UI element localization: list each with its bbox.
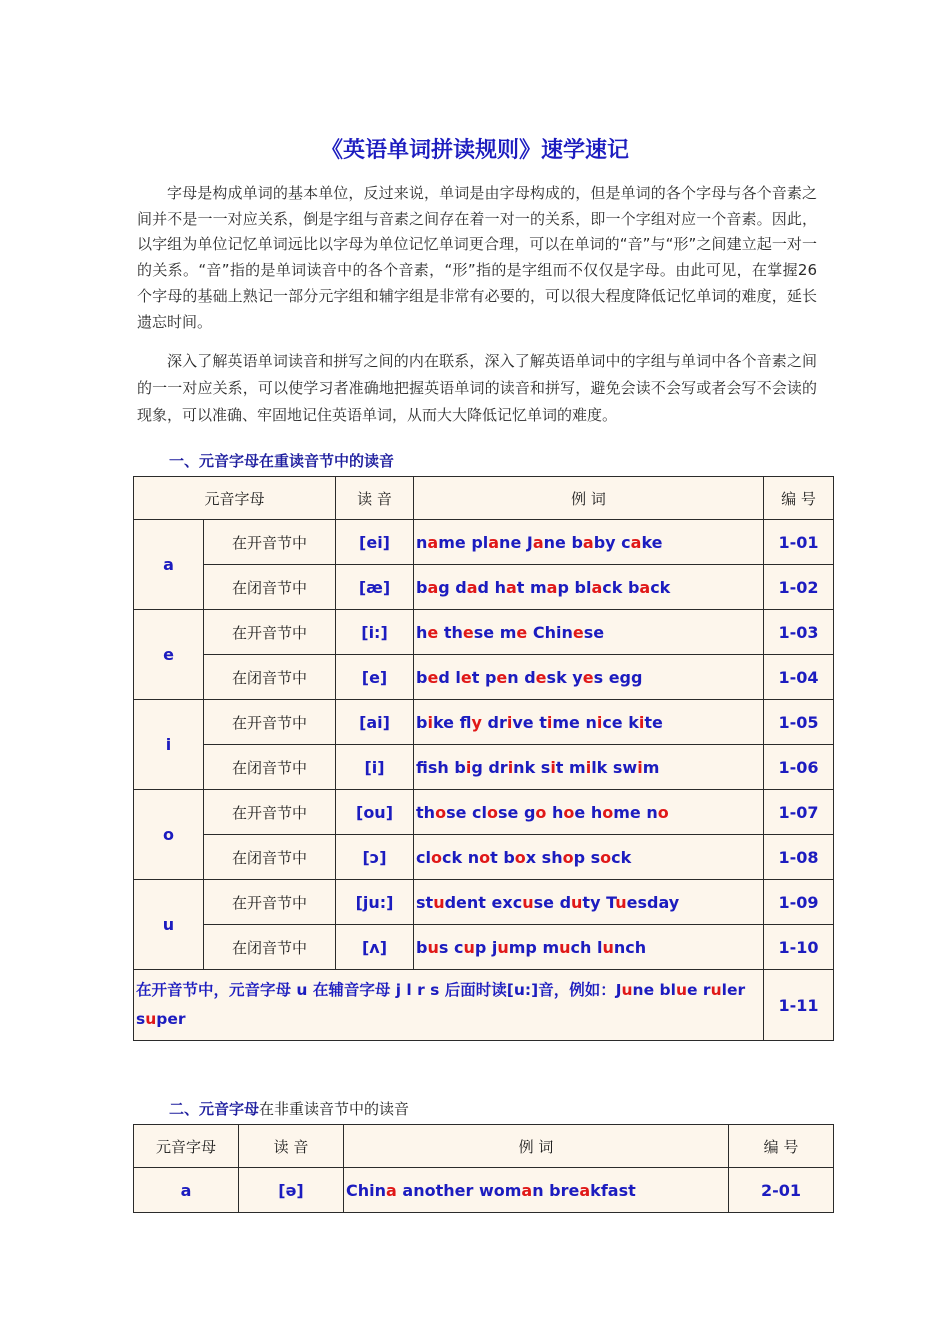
- code-cell: 1-09: [764, 880, 834, 925]
- stressed-vowel-table: [133, 476, 834, 1041]
- highlighted-letter: i: [585, 757, 592, 777]
- sound-cell: [i:]: [336, 610, 414, 655]
- highlighted-letter: i: [638, 712, 645, 732]
- code-cell: 1-02: [764, 565, 834, 610]
- highlighted-letter: o: [435, 802, 447, 822]
- sound-cell: [e]: [336, 655, 414, 700]
- highlighted-letter: o: [479, 847, 491, 867]
- table-row: [134, 700, 834, 745]
- table-row: [134, 610, 834, 655]
- example-words-cell: student excuse duty Tuesday: [414, 880, 764, 925]
- note-row: [134, 970, 834, 1041]
- note-examples: June blue ruler super: [136, 981, 746, 1028]
- code-cell: 1-03: [764, 610, 834, 655]
- highlighted-letter: e: [460, 667, 472, 687]
- table-row: [134, 790, 834, 835]
- code-cell: 1-05: [764, 700, 834, 745]
- example-words-cell: he these me Chinese: [414, 610, 764, 655]
- highlighted-letter: e: [535, 667, 547, 687]
- highlighted-letter: i: [465, 757, 472, 777]
- highlighted-letter: a: [630, 532, 642, 552]
- section-2-heading-rest: 在非重读音节中的读音: [259, 1100, 410, 1118]
- table-row: [134, 520, 834, 565]
- highlighted-letter: a: [427, 532, 439, 552]
- highlighted-letter: a: [466, 577, 478, 597]
- highlighted-letter: u: [145, 1010, 157, 1028]
- highlighted-letter: a: [427, 577, 439, 597]
- highlighted-letter: i: [546, 712, 553, 732]
- syllable-type-cell: 在闭音节中: [204, 655, 336, 700]
- table-row: [134, 655, 834, 700]
- example-words-cell: bag dad hat map black back: [414, 565, 764, 610]
- table-row: [134, 925, 834, 970]
- highlighted-letter: o: [430, 847, 442, 867]
- table-row: [134, 565, 834, 610]
- example-words-cell: fsh big drink sit milk swim: [414, 745, 764, 790]
- code-cell: 2-01: [729, 1168, 834, 1213]
- highlighted-letter: o: [562, 847, 574, 867]
- highlighted-letter: u: [571, 892, 583, 912]
- highlighted-letter: e: [582, 667, 594, 687]
- example-words-cell: clock not box shop sock: [414, 835, 764, 880]
- table-row: [134, 835, 834, 880]
- highlighted-letter: o: [563, 802, 575, 822]
- code-cell: 1-07: [764, 790, 834, 835]
- section-1-heading: 一、元音字母在重读音节中的读音: [169, 452, 395, 470]
- example-words-cell: China another woman breakfast: [344, 1168, 729, 1213]
- vowel-letter-cell: a: [134, 520, 204, 610]
- highlighted-letter: u: [615, 892, 627, 912]
- header-vowel: 元音字母: [134, 1125, 239, 1168]
- highlighted-letter: a: [582, 532, 594, 552]
- header-examples: 例 词: [414, 477, 764, 520]
- code-cell: 1-11: [764, 970, 834, 1041]
- example-words-cell: name plane Jane baby cake: [414, 520, 764, 565]
- highlighted-letter: a: [521, 1180, 533, 1200]
- highlighted-letter: u: [602, 937, 614, 957]
- highlighted-letter: a: [532, 532, 544, 552]
- vowel-letter-cell: a: [134, 1168, 239, 1213]
- syllable-type-cell: 在闭音节中: [204, 835, 336, 880]
- highlighted-letter: i: [550, 757, 556, 777]
- highlighted-letter: u: [522, 892, 534, 912]
- header-sound: 读 音: [336, 477, 414, 520]
- syllable-type-cell: 在闭音节中: [204, 565, 336, 610]
- sound-cell: [ai]: [336, 700, 414, 745]
- syllable-type-cell: 在闭音节中: [204, 745, 336, 790]
- table-header-row: [134, 1125, 834, 1168]
- highlighted-letter: u: [621, 981, 633, 999]
- highlighted-letter: e: [516, 622, 528, 642]
- sound-cell: [ə]: [239, 1168, 344, 1213]
- example-words-cell: bike fy drive time nice kite: [414, 700, 764, 745]
- sound-cell: [ju:]: [336, 880, 414, 925]
- unstressed-vowel-table: [133, 1124, 834, 1213]
- syllable-type-cell: 在开音节中: [204, 610, 336, 655]
- highlighted-letter: o: [600, 847, 612, 867]
- highlighted-letter: u: [675, 981, 687, 999]
- page-title: 《英语单词拼读规则》速学速记: [320, 138, 629, 163]
- example-words-cell: those close go hoe home no: [414, 790, 764, 835]
- header-vowel: 元音字母: [134, 477, 336, 520]
- vowel-letter-cell: i: [134, 700, 204, 790]
- table-row: [134, 745, 834, 790]
- vowel-letter-cell: e: [134, 610, 204, 700]
- highlighted-letter: a: [579, 1180, 591, 1200]
- highlighted-letter: i: [507, 757, 514, 777]
- highlighted-letter: a: [639, 577, 651, 597]
- sound-cell: [ei]: [336, 520, 414, 565]
- note-cell: [134, 970, 764, 1041]
- example-words-cell: bus cup jump much lunch: [414, 925, 764, 970]
- table-header-row: [134, 477, 834, 520]
- table-row: [134, 880, 834, 925]
- code-cell: 1-06: [764, 745, 834, 790]
- sound-cell: [i]: [336, 745, 414, 790]
- highlighted-letter: a: [488, 532, 500, 552]
- code-cell: 1-10: [764, 925, 834, 970]
- code-cell: 1-04: [764, 655, 834, 700]
- highlighted-letter: u: [559, 937, 571, 957]
- sound-cell: [ou]: [336, 790, 414, 835]
- highlighted-letter: e: [496, 667, 508, 687]
- highlighted-letter: u: [433, 892, 445, 912]
- highlighted-letter: o: [602, 802, 614, 822]
- highlighted-letter: u: [427, 937, 439, 957]
- highlighted-letter: i: [506, 712, 513, 732]
- vowel-letter-cell: u: [134, 880, 204, 970]
- highlighted-letter: a: [591, 577, 603, 597]
- highlighted-letter: a: [546, 577, 558, 597]
- highlighted-letter: e: [572, 622, 584, 642]
- highlighted-letter: u: [710, 981, 722, 999]
- sound-cell: [ɔ]: [336, 835, 414, 880]
- sound-cell: [ʌ]: [336, 925, 414, 970]
- header-examples: 例 词: [344, 1125, 729, 1168]
- header-sound: 读 音: [239, 1125, 344, 1168]
- table-row: [134, 1168, 834, 1213]
- header-code: 编 号: [764, 477, 834, 520]
- highlighted-letter: u: [463, 937, 475, 957]
- header-code: 编 号: [729, 1125, 834, 1168]
- highlighted-letter: a: [386, 1180, 397, 1200]
- highlighted-letter: o: [487, 802, 498, 822]
- syllable-type-cell: 在开音节中: [204, 790, 336, 835]
- syllable-type-cell: 在闭音节中: [204, 925, 336, 970]
- highlighted-letter: i: [596, 712, 603, 732]
- highlighted-letter: e: [427, 622, 439, 642]
- highlighted-letter: i: [637, 757, 643, 777]
- syllable-type-cell: 在开音节中: [204, 700, 336, 745]
- note-lead: 在开音节中，元音字母 u 在辅音字母 j l r s 后面时读[u:]音，例如：: [136, 981, 616, 999]
- sound-cell: [æ]: [336, 565, 414, 610]
- example-words-cell: bed let pen desk yes egg: [414, 655, 764, 700]
- highlighted-letter: o: [535, 802, 547, 822]
- section-2-heading: [169, 1098, 409, 1119]
- highlighted-letter: a: [505, 577, 517, 597]
- syllable-type-cell: 在开音节中: [204, 520, 336, 565]
- highlighted-letter: e: [462, 622, 474, 642]
- code-cell: 1-08: [764, 835, 834, 880]
- code-cell: 1-01: [764, 520, 834, 565]
- highlighted-letter: o: [657, 802, 669, 822]
- highlighted-letter: y: [471, 712, 482, 732]
- vowel-letter-cell: o: [134, 790, 204, 880]
- highlighted-letter: u: [497, 937, 509, 957]
- highlighted-letter: o: [514, 847, 526, 867]
- intro-paragraph-2: 深入了解英语单词读音和拼写之间的内在联系，深入了解英语单词中的字组与单词中各个音素之间的一一对应关系，可以使学习者准确地把握英语单词的读音和拼写，避免会读不会写或者会写不会读的现象，可以准确、牢固地记住英语单词，从而大大降低记忆单词的难度。: [137, 352, 817, 424]
- section-2-heading-bold: 二、元音字母: [169, 1100, 260, 1118]
- highlighted-letter: i: [427, 712, 433, 732]
- syllable-type-cell: 在开音节中: [204, 880, 336, 925]
- intro-paragraph-1: 字母是构成单词的基本单位，反过来说，单词是由字母构成的，但是单词的各个字母与各个音素之间并不是一一对应关系，倒是字组与音素之间存在着一对一的关系，即一个字组对应一个音素。因此，以字组为单位记忆单词远比以字母为单位记忆单词更合理，可以在单词的“音”与“形”之间建立起一对一的关系。“音”指的是单词读音中的各个音素，“形”指的是字组而不仅仅是字母。由此可见，在掌握26个字母的基础上熟记一部分元字组和辅字组是非常有必要的，可以很大程度降低记忆单词的难度，延长遗忘时间。: [137, 184, 817, 331]
- highlighted-letter: e: [427, 667, 439, 687]
